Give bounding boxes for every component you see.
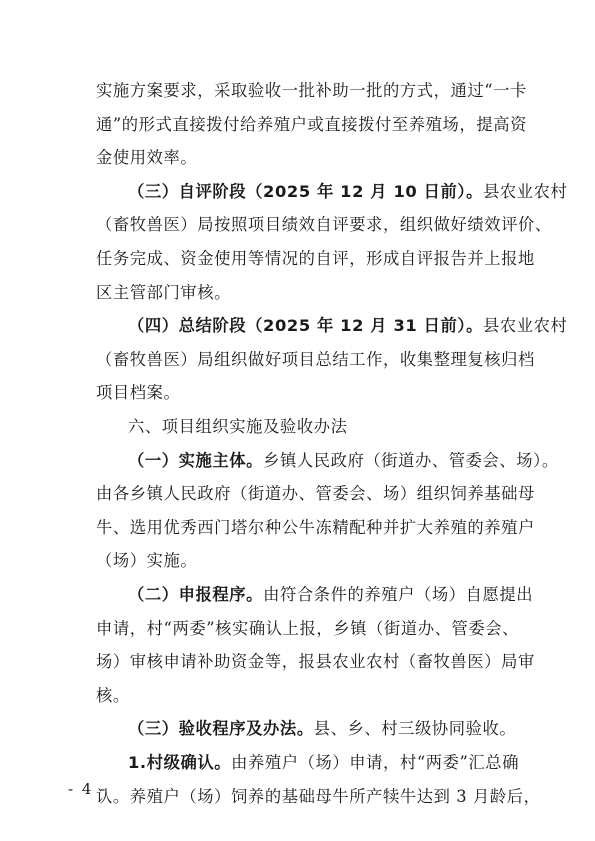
bold-heading: 1.村级确认。 [128, 753, 232, 772]
paragraph-line: 实施方案要求，采取验收一批补助一批的方式，通过“一卡 [96, 81, 527, 100]
paragraph-line: 由各乡镇人民政府（街道办、管委会、场）组织饲养基础母 [96, 484, 535, 503]
section-heading-self-evaluation: （三）自评阶段（2025 年 12 月 10 日前）。县农业农村 [128, 182, 568, 201]
paragraph-line: 任务完成、资金使用等情况的自评，形成自评报告并上报地 [96, 249, 535, 268]
paragraph-line: 核。 [96, 686, 130, 705]
chapter-heading: 六、项目组织实施及验收办法 [128, 417, 348, 436]
bold-heading: （三）自评阶段（2025 年 12 月 10 日前）。 [128, 182, 483, 201]
paragraph-line: 通”的形式直接拨付给养殖户或直接拨付至养殖场，提高资 [96, 115, 527, 134]
section-heading: 1.村级确认。由养殖户（场）申请，村“两委”汇总确 [128, 753, 520, 772]
paragraph-line: 牛、选用优秀西门塔尔种公牛冻精配种并扩大养殖的养殖户 [96, 518, 535, 537]
page-number: - 4 - [68, 780, 108, 798]
paragraph-line: 场）审核申请补助资金等，报县农业农村（畜牧兽医）局审 [96, 652, 535, 671]
bold-heading: （四）总结阶段（2025 年 12 月 31 日前）。 [128, 316, 483, 335]
paragraph-line: （场）实施。 [96, 551, 198, 570]
section-heading: （三）验收程序及办法。县、乡、村三级协同验收。 [128, 719, 517, 738]
paragraph-line: 区主管部门审核。 [96, 283, 232, 302]
paragraph-line: 金使用效率。 [96, 148, 198, 167]
bold-heading: （一）实施主体。 [128, 451, 264, 470]
section-heading-implementer: （一）实施主体。乡镇人民政府（街道办、管委会、场）。 [128, 451, 559, 470]
paragraph-line: （畜牧兽医）局组织做好项目总结工作，收集整理复核归档 [96, 350, 535, 369]
bold-heading: （二）申报程序。 [128, 585, 264, 604]
paragraph-line: 认。养殖户（场）饲养的基础母牛所产犊牛达到 3 月龄后， [96, 787, 541, 806]
paragraph-line: （畜牧兽医）局按照项目绩效自评要求，组织做好绩效评价、 [96, 215, 552, 234]
section-heading-application: （二）申报程序。由符合条件的养殖户（场）自愿提出 [128, 585, 534, 604]
bold-heading: （三）验收程序及办法。 [128, 719, 314, 738]
section-heading-summary: （四）总结阶段（2025 年 12 月 31 日前）。县农业农村 [128, 316, 568, 335]
paragraph-line: 项目档案。 [96, 383, 181, 402]
paragraph-line: 申请，村“两委”核实确认上报，乡镇（街道办、管委会、 [96, 619, 519, 638]
